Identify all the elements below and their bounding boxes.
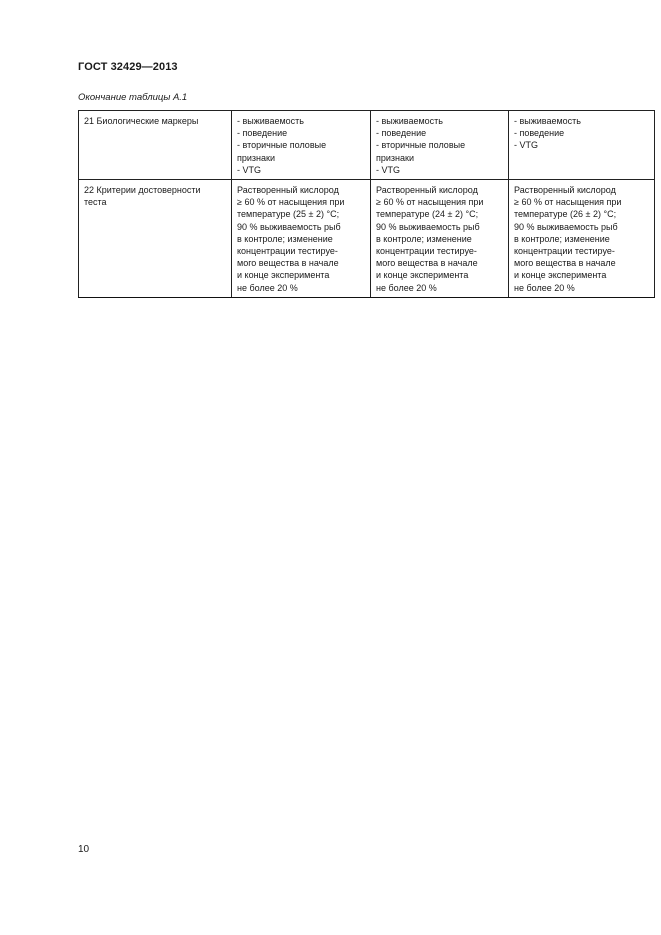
table-cell xyxy=(232,180,371,298)
cell-line: - VTG xyxy=(237,164,261,175)
row-label-cell xyxy=(79,180,232,298)
cell-line: признаки xyxy=(376,152,414,163)
cell-line: - вторичные половые xyxy=(376,140,466,151)
cell-line: - вторичные половые xyxy=(237,140,327,151)
row-label-cell xyxy=(79,111,232,180)
cell-line: в контроле; изменение xyxy=(376,233,472,244)
cell-line: - выживаемость xyxy=(514,116,581,126)
cell-line: мого вещества в начале xyxy=(237,258,339,269)
table-caption: Окончание таблицы А.1 xyxy=(78,92,188,103)
cell-line: и конце эксперимента xyxy=(514,270,607,281)
cell-line: концентрации тестируе- xyxy=(514,246,615,257)
cell-line: Растворенный кислород xyxy=(376,185,478,196)
cell-line: мого вещества в начале xyxy=(376,258,478,269)
cell-line: - поведение xyxy=(376,128,427,139)
cell-line: концентрации тестируе- xyxy=(237,246,338,257)
cell-line: мого вещества в начале xyxy=(514,258,616,269)
cell-line: не более 20 % xyxy=(237,282,298,293)
cell-line: ≥ 60 % от насыщения при xyxy=(514,197,622,208)
document-header: ГОСТ 32429—2013 xyxy=(78,61,178,73)
cell-line: ≥ 60 % от насыщения при xyxy=(237,197,345,208)
table-row xyxy=(79,180,655,298)
cell-line: в контроле; изменение xyxy=(514,233,610,244)
cell-line: и конце эксперимента xyxy=(376,270,469,281)
cell-line: концентрации тестируе- xyxy=(376,246,477,257)
cell-line: - VTG xyxy=(376,164,400,175)
cell-line: - выживаемость xyxy=(376,116,443,126)
cell-line: и конце эксперимента xyxy=(237,270,330,281)
cell-line: 90 % выживаемость рыб xyxy=(514,221,618,232)
cell-line: температуре (24 ± 2) °C; xyxy=(376,209,479,220)
table-cell xyxy=(509,111,655,180)
cell-line: не более 20 % xyxy=(514,282,575,293)
cell-line: в контроле; изменение xyxy=(237,233,333,244)
cell-line: - выживаемость xyxy=(237,116,304,126)
row-label: 22 Критерии достоверности xyxy=(84,185,201,196)
table-row xyxy=(79,111,655,180)
cell-line: ≥ 60 % от насыщения при xyxy=(376,197,484,208)
cell-line: - поведение xyxy=(237,128,288,139)
table-cell xyxy=(509,180,655,298)
cell-line: признаки xyxy=(237,152,275,163)
cell-line: Растворенный кислород xyxy=(514,185,616,196)
cell-line: 90 % выживаемость рыб xyxy=(237,221,341,232)
row-label: 21 Биологические маркеры xyxy=(84,116,199,126)
cell-line: температуре (26 ± 2) °C; xyxy=(514,209,617,220)
table-cell xyxy=(371,111,509,180)
cell-line: - VTG xyxy=(514,140,538,151)
cell-line: Растворенный кислород xyxy=(237,185,339,196)
page-number: 10 xyxy=(78,844,90,855)
cell-line: температуре (25 ± 2) °C; xyxy=(237,209,340,220)
row-label: теста xyxy=(84,197,107,208)
cell-line: - поведение xyxy=(514,128,565,139)
cell-line: 90 % выживаемость рыб xyxy=(376,221,480,232)
criteria-table xyxy=(78,110,655,298)
cell-line: не более 20 % xyxy=(376,282,437,293)
table-cell xyxy=(232,111,371,180)
table-cell xyxy=(371,180,509,298)
